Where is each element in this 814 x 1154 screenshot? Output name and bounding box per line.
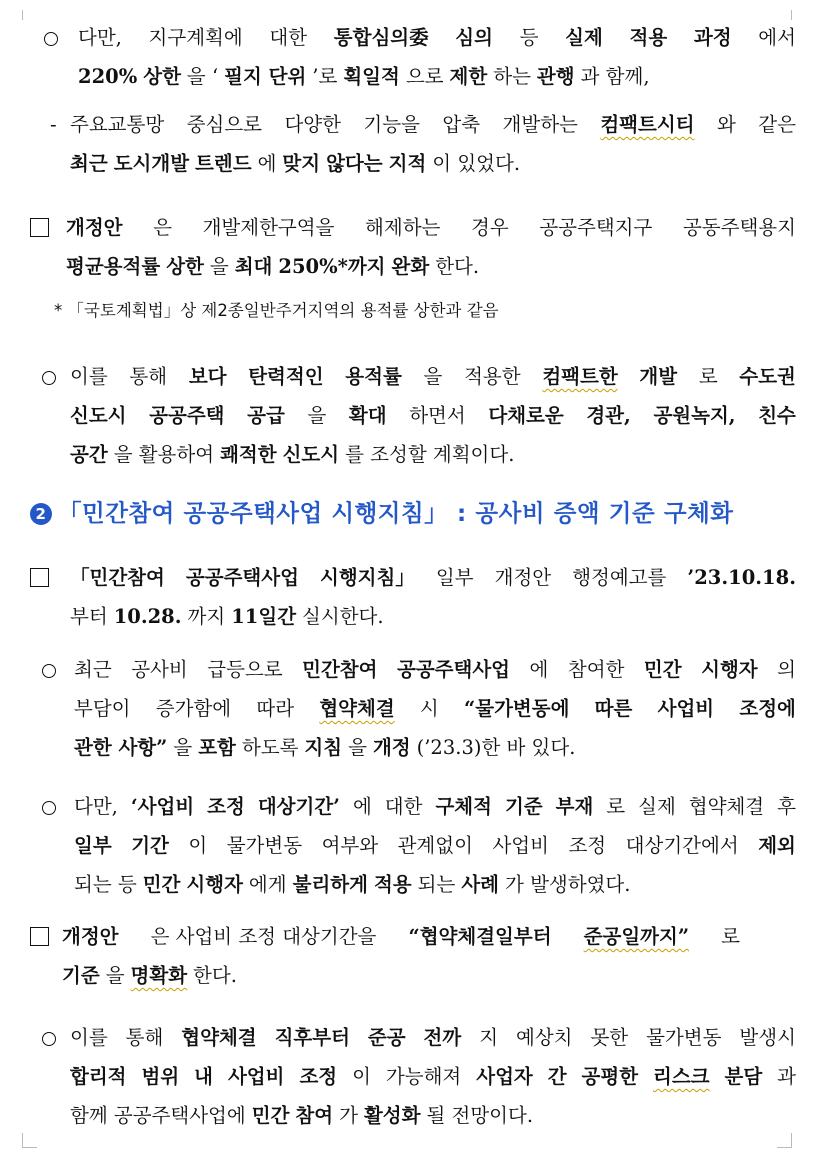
text-segment: 경우: [471, 216, 509, 239]
text-segment: 부재: [555, 795, 594, 818]
text-segment: 지구계획에: [148, 26, 243, 49]
text-segment: 최근: [70, 152, 108, 175]
text-segment: 심의: [455, 26, 493, 49]
text-segment: 실시한다.: [302, 605, 384, 628]
text-segment: 기간: [131, 834, 169, 857]
text-segment: 따라: [256, 697, 295, 720]
text-segment: 은 사업비 조정 대상기간을: [150, 925, 377, 948]
text-line: [74, 787, 796, 826]
text-segment: 공공주택사업: [396, 658, 511, 681]
square-bullet-icon: [30, 218, 49, 237]
text-segment: 민간: [251, 1104, 290, 1127]
text-segment: 내: [194, 1065, 213, 1088]
text-segment: 참여한: [567, 658, 625, 681]
text-segment: 압축: [442, 113, 481, 136]
text-line: [74, 650, 796, 689]
text-segment: 에서: [758, 26, 796, 49]
text-segment: 민간참여: [302, 658, 378, 681]
paragraph: [78, 18, 796, 96]
section-heading: [30, 494, 734, 528]
text-line: [70, 558, 796, 597]
text-segment: 될 전망이다.: [426, 1104, 534, 1127]
text-segment: 「민간참여: [70, 566, 165, 589]
text-segment: 탄력적인: [248, 365, 324, 388]
circle-bullet-icon: [42, 371, 56, 385]
text-segment: 시행지침」: [319, 566, 415, 589]
text-segment: 개정: [372, 736, 411, 759]
crop-mark: [777, 1133, 792, 1148]
text-segment: 를 조성할 계획이다.: [345, 443, 515, 466]
text-segment: 과: [777, 1065, 796, 1088]
text-segment: 적용: [629, 26, 668, 49]
text-segment: 공사비: [131, 658, 188, 681]
text-segment: 주요교통망: [70, 113, 165, 136]
text-segment: 개발하는: [502, 113, 578, 136]
text-segment: 을: [209, 255, 229, 278]
text-segment: 평균용적률: [66, 255, 161, 278]
text-segment: 까지: [187, 605, 226, 628]
text-segment: 예상치: [515, 1026, 573, 1049]
text-segment: 에: [352, 795, 372, 818]
text-segment: 과 함께,: [580, 65, 650, 88]
text-segment: 11일간: [231, 605, 297, 628]
crop-mark: [22, 1133, 37, 1148]
text-segment: 상한: [166, 255, 204, 278]
text-segment: 은: [153, 216, 172, 239]
text-segment: 후: [777, 795, 796, 818]
text-segment: 관행: [536, 65, 575, 88]
text-segment: 로: [606, 795, 626, 818]
text-line: [74, 689, 796, 728]
text-segment: 다만,: [74, 795, 118, 818]
text-segment: ’로: [312, 65, 338, 88]
text-segment: 통해: [125, 1026, 164, 1049]
text-segment: 포함: [198, 736, 236, 759]
text-segment: 함께 공공주택사업에: [70, 1104, 246, 1127]
text-segment: 관계없이: [397, 834, 473, 857]
section-heading-text: 「민간참여 공공주택사업 시행지침」 : 공사비 증액 기준 구체화: [58, 499, 734, 527]
text-segment: 다채로운: [488, 404, 564, 427]
text-segment: 이: [188, 834, 208, 857]
text-segment: 로: [698, 365, 718, 388]
text-segment: 와: [716, 113, 736, 136]
text-segment: 활성화: [363, 1104, 421, 1127]
text-segment: 경관,: [586, 404, 631, 427]
text-line: [70, 396, 796, 435]
text-segment: 물가변동: [646, 1026, 722, 1049]
text-segment: 시행자: [701, 658, 758, 681]
text-segment: 다양한: [284, 113, 341, 136]
text-segment: 발생시: [739, 1026, 796, 1049]
text-segment: 적용한: [464, 365, 521, 388]
text-line: [70, 597, 796, 636]
text-segment: 등: [519, 26, 539, 49]
text-segment: 이를: [70, 365, 108, 388]
text-segment: 기준: [504, 795, 543, 818]
text-segment: 통합심의委: [333, 26, 429, 49]
text-segment: 시행자: [186, 873, 243, 896]
text-segment: 도시개발: [113, 152, 190, 175]
text-segment: 보다: [188, 365, 227, 388]
text-segment: 이를: [70, 1026, 108, 1049]
text-segment: 사업비: [227, 1065, 285, 1088]
text-line: [70, 357, 796, 396]
text-segment: 획일적: [343, 65, 400, 88]
text-segment: 에: [257, 152, 277, 175]
text-segment: 증가함에: [155, 697, 232, 720]
text-segment: 을 활용하여: [113, 443, 215, 466]
text-segment: 이 있었다.: [432, 152, 521, 175]
text-segment: 이: [352, 1065, 371, 1088]
section-number-badge: 2: [30, 503, 52, 525]
text-segment: 을: [307, 404, 327, 427]
text-segment: 따른: [594, 697, 633, 720]
square-bullet-icon: [30, 568, 49, 587]
text-segment: 을: [348, 736, 367, 759]
text-segment: 대상기간’: [257, 795, 340, 818]
paragraph: [66, 208, 796, 286]
text-segment: 220%: [78, 65, 138, 88]
text-segment: 을: [173, 736, 193, 759]
text-segment: 되는: [417, 873, 456, 896]
text-segment: 민간: [142, 873, 181, 896]
paragraph: [70, 1018, 796, 1135]
text-line: [62, 956, 740, 995]
text-segment: 여부와: [321, 834, 379, 857]
text-segment: 다만,: [78, 26, 122, 49]
text-segment: 사업자: [476, 1065, 533, 1088]
text-line: [74, 728, 796, 767]
text-segment: “물가변동에: [464, 697, 570, 720]
text-segment: 공급: [247, 404, 285, 427]
text-line: [70, 1096, 796, 1135]
text-segment: 대한: [269, 26, 308, 49]
text-segment: 통해: [129, 365, 168, 388]
circle-bullet-icon: [42, 664, 56, 678]
text-segment: 리스크: [653, 1065, 710, 1088]
text-segment: 로: [721, 925, 740, 948]
text-segment: 기준: [62, 964, 100, 987]
text-segment: 10.28.: [113, 605, 182, 628]
text-segment: 제외: [758, 834, 796, 857]
text-line: [70, 1018, 796, 1057]
text-segment: 공공주택지구: [539, 216, 653, 239]
text-segment: 필지 단위: [224, 65, 307, 88]
paragraph: [62, 917, 740, 995]
text-segment: 대상기간에서: [625, 834, 739, 857]
text-segment: 합리적: [70, 1065, 127, 1088]
text-segment: 기능을: [363, 113, 420, 136]
circle-bullet-icon: [44, 32, 58, 46]
text-segment: 용적률: [345, 365, 402, 388]
text-segment: 일부: [74, 834, 112, 857]
text-line: [74, 826, 796, 865]
text-segment: 되는 등: [74, 873, 137, 896]
text-segment: 지: [479, 1026, 499, 1049]
text-segment: 행정예고를: [572, 566, 667, 589]
text-segment: 의: [777, 658, 796, 681]
text-segment: 협약체결: [181, 1026, 257, 1049]
square-bullet-icon: [30, 927, 49, 946]
text-segment: 쾌적한: [220, 443, 277, 466]
text-segment: 조정: [299, 1065, 338, 1088]
text-segment: 명확화: [130, 964, 188, 987]
text-segment: 관한 사항”: [74, 736, 168, 759]
text-segment: 한다.: [435, 255, 480, 278]
text-segment: 컴팩트한: [542, 365, 618, 388]
text-segment: 사례: [461, 873, 500, 896]
text-segment: 구체적: [435, 795, 492, 818]
text-segment: 범위: [141, 1065, 180, 1088]
text-segment: 실제: [638, 795, 676, 818]
text-segment: 참여: [295, 1104, 334, 1127]
text-segment: 최대: [234, 255, 273, 278]
text-segment: 공간: [70, 443, 108, 466]
text-segment: 급등으로: [207, 658, 283, 681]
text-segment: 한다.: [193, 964, 237, 987]
text-segment: 같은: [758, 113, 796, 136]
text-line: [62, 917, 740, 956]
text-segment: ‘사업비: [130, 795, 195, 818]
text-segment: 민간: [643, 658, 682, 681]
text-segment: 간: [547, 1065, 567, 1088]
text-line: [78, 57, 796, 96]
text-segment: 가: [339, 1104, 358, 1127]
text-segment: 부터: [70, 605, 108, 628]
text-segment: 공원녹지,: [653, 404, 736, 427]
text-line: [70, 1057, 796, 1096]
text-segment: 조정: [568, 834, 607, 857]
text-segment: 신도시: [282, 443, 340, 466]
text-segment: 개정안: [66, 216, 123, 239]
text-segment: 맞지: [282, 152, 321, 175]
text-segment: 확대: [348, 404, 387, 427]
text-segment: 으로: [405, 65, 444, 88]
text-segment: 을 ‘: [186, 65, 219, 88]
text-segment: 물가변동: [226, 834, 303, 857]
text-segment: 을: [105, 964, 125, 987]
text-segment: 사업비: [657, 697, 715, 720]
circle-bullet-icon: [42, 801, 56, 815]
text-segment: ’23.10.18.: [687, 566, 796, 589]
text-segment: 시: [419, 697, 439, 720]
text-line: [66, 208, 796, 247]
text-segment: 일부: [435, 566, 474, 589]
text-segment: 실제: [565, 26, 603, 49]
text-line: [70, 105, 796, 144]
text-line: [78, 18, 796, 57]
text-segment: 조정: [207, 795, 245, 818]
text-segment: 협약체결: [319, 697, 395, 720]
text-segment: 개발: [639, 365, 678, 388]
text-segment: 적용: [373, 873, 412, 896]
dash-bullet-icon: -: [50, 113, 57, 136]
text-segment: 불리하게: [292, 873, 368, 896]
text-segment: 하도록: [241, 736, 299, 759]
text-segment: 과정: [693, 26, 732, 49]
text-segment: 하면서: [409, 404, 466, 427]
text-segment: 개발제한구역을: [202, 216, 335, 239]
text-segment: 제한: [449, 65, 488, 88]
text-segment: 공공주택: [149, 404, 225, 427]
paragraph: [70, 558, 796, 636]
text-segment: 250%*까지: [278, 255, 386, 278]
text-segment: 못한: [590, 1026, 629, 1049]
text-segment: 에게: [248, 873, 287, 896]
text-segment: 에: [529, 658, 549, 681]
text-segment: 상한: [143, 65, 181, 88]
text-segment: 친수: [758, 404, 796, 427]
text-segment: 완화: [391, 255, 430, 278]
paragraph: [70, 357, 796, 474]
text-segment: 지침: [304, 736, 343, 759]
text-segment: (’23.3)한 바 있다.: [416, 736, 576, 759]
text-segment: 중심으로: [186, 113, 262, 136]
footnote: * 「국토계획법」상 제2종일반주거지역의 용적률 상한과 같음: [54, 301, 499, 320]
paragraph: [74, 787, 796, 904]
text-segment: 직후부터: [274, 1026, 350, 1049]
text-segment: 신도시: [70, 404, 127, 427]
text-segment: 공공주택사업: [185, 566, 299, 589]
text-segment: 컴팩트시티: [600, 113, 695, 136]
text-line: [70, 435, 796, 474]
text-segment: 최근: [74, 658, 112, 681]
text-line: [70, 144, 796, 183]
text-segment: 개정안: [62, 925, 119, 948]
text-segment: 트렌드: [195, 152, 252, 175]
text-segment: “협약체결일부터: [408, 925, 552, 948]
text-segment: 대한: [384, 795, 423, 818]
circle-bullet-icon: [42, 1032, 56, 1046]
text-segment: 조정에: [739, 697, 796, 720]
text-segment: 수도권: [739, 365, 796, 388]
text-segment: 해제하는: [365, 216, 441, 239]
text-segment: 공동주택용지: [682, 216, 796, 239]
text-segment: 공평한: [581, 1065, 639, 1088]
text-segment: 준공일까지”: [583, 925, 690, 948]
text-segment: 전까: [423, 1026, 462, 1049]
text-segment: 개정안: [494, 566, 552, 589]
text-segment: 준공: [367, 1026, 406, 1049]
text-segment: 가 발생하였다.: [505, 873, 631, 896]
text-segment: 가능해져: [385, 1065, 462, 1088]
text-line: [74, 865, 796, 904]
text-segment: 분담: [724, 1065, 763, 1088]
text-segment: 하는: [493, 65, 531, 88]
crop-mark: [22, 10, 37, 20]
paragraph: [74, 650, 796, 767]
text-segment: 사업비: [492, 834, 549, 857]
text-segment: 을: [423, 365, 443, 388]
paragraph: [50, 105, 796, 183]
text-segment: 부담이: [74, 697, 131, 720]
text-line: [66, 247, 796, 286]
text-segment: 협약체결: [688, 795, 765, 818]
text-segment: 않다는: [326, 152, 383, 175]
text-segment: 지적: [388, 152, 427, 175]
